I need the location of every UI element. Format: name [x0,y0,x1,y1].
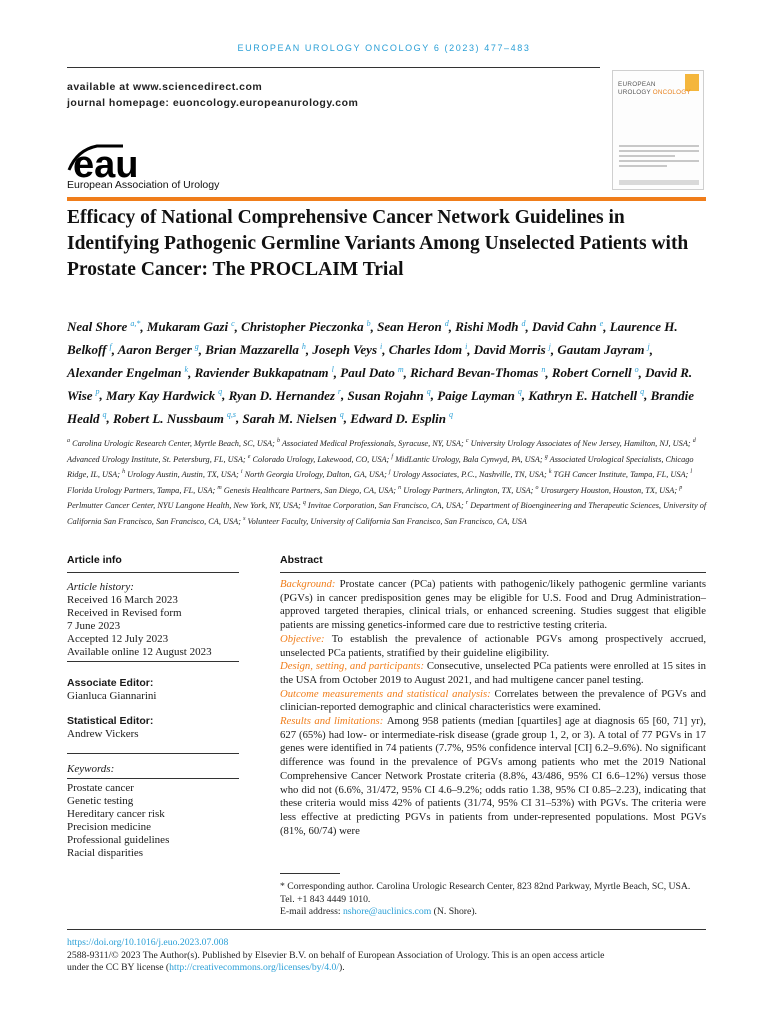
info-divider [67,661,239,662]
history-list [67,594,239,659]
author-name[interactable]: Ryan D. Hernandez $^r$ [228,387,342,403]
author-name[interactable]: Edward D. Esplin $^q$ [350,410,454,426]
copyright-line: 2588-9311/© 2023 The Author(s). Published by Elsevier B.V. on behalf of European Association of Urology. This is an open access article [67,949,605,961]
abstract-section: Outcome measurements and statistical analysis: Correlates between the prevalence of PGVs and clinician-reported demographic and clinical characteristics were examined. [280,687,706,714]
keyword-list [67,782,239,860]
author-name[interactable]: Charles Idom $^i$ [388,341,468,358]
abstract-section: Background: Prostate cancer (PCa) patients with pathogenic/likely pathogenic germline variants (PGVs) in cancer predisposition genes may be eligible for U.S. Food and Drug Administration–approved targeted therapies, clinical trials, or enhanced screening. Studies suggest that eligible patients are missing genetics-informed care due to restrictive testing criteria. [280,578,707,632]
assoc-editor-label: Associate Editor: [67,677,154,689]
affiliation-marker: j [388,469,391,476]
article-info [67,581,239,860]
author-name[interactable]: Mukaram Gazi $^c$ [146,319,235,335]
abstract-section-label: Background: [280,578,340,590]
affiliation-text: Urology Austin, Austin, TX, USA; [125,469,241,479]
eau-wordmark: eau [73,144,139,186]
affiliation-marker: f [391,453,394,460]
affiliation-text: Associated Urological Specialists, Chicago Ridge, IL, USA; [67,454,694,479]
author-name[interactable]: Kathryn E. Hatchell $^q$ [528,387,645,403]
keyword[interactable]: Prostate cancer [67,782,134,794]
correspondence-note [280,881,706,919]
footnote-rule [280,873,340,874]
author-name[interactable]: Christopher Pieczonka $^b$ [241,319,371,335]
abstract-section: Design, setting, and participants: Consecutive, unselected PCa patients were enrolled at 15 sites in the USA from October 2019 to August 2021, and had multigene cancer panel testing. [280,660,706,686]
affiliation-marker: d [692,438,696,444]
info-divider-2 [67,753,239,754]
license-line: under the CC BY license (http://creativecommons.org/licenses/by/4.0/). [67,962,345,974]
abstract-section: Results and limitations: Among 958 patients (median [quartiles] age at diagnosis 65 [60, 71] yr), 627 (65%) had low- or intermediate-risk disease (grade group 1, 2, or 3). A total of 77 PGVs in 17 genes were identified in 74 patients (7.7%, 95% confidence interval [CI] 6.2–9.6%). No significant difference was found in the prevalence of PGVs among patients who met the 2019 National Comprehensive Cancer Network Prostate criteria (8.8%, 43/486, 95% CI 6.6–12%) versus those who did not (6.6%, 31/472, 95% CI 4.6–9.2%; odds ratio 1.38, 95% CI 0.85–2.23), indicating that these criteria would miss 42% of patients (31/74, 95% CI 31–53%) with PGVs. The criteria were less effective at predicting PGVs in patients from under-represented populations. Most PGVs (81%, 60/74) were [280,715,706,837]
article-info-heading: Article info [67,554,122,566]
correspondence-text: * Corresponding author. Carolina Urologic Research Center, 823 82nd Parkway, Myrtle Beach, SC, USA. Tel. +1 843 4449 1010. [280,881,691,905]
history-item: 7 June 2023 [67,620,121,632]
journal-homepage-line: journal homepage: euoncology.europeanurology.com [67,97,359,109]
affiliation-text: Perlmutter Cancer Center, NYU Langone Health, New York, NY, USA; [67,501,303,511]
cover-title-line2: UROLOGY ONCOLOGY [618,89,691,96]
author-name[interactable]: Susan Rojahn $^q$ [347,387,431,403]
affiliation-marker: q [302,500,306,507]
footer-rule [67,929,706,930]
affiliation-text: Colorado Urology, Lakewood, CO, USA; [250,454,392,464]
keyword[interactable]: Professional guidelines [67,834,170,846]
author-name[interactable]: Paige Layman $^q$ [437,387,522,403]
author-name[interactable]: Neal Shore $^{a,*}$ [67,319,141,335]
affiliation-marker: c [465,438,469,444]
history-item: Available online 12 August 2023 [67,646,212,658]
author-name[interactable]: Paul Dato $^m$ [340,364,404,380]
stat-editor-label: Statistical Editor: [67,715,154,727]
history-label: Article history: [67,581,134,593]
affiliation-text: Associated Medical Professionals, Syracuse, NY, USA; [279,438,466,448]
top-divider [67,67,600,68]
keyword[interactable]: Racial disparities [67,847,144,859]
affiliation-text: Urology Associates, P.C., Nashville, TN, USA; [390,469,549,479]
article-footer [67,937,667,975]
affiliation-text: University Urology Associates of New Jersey, Hamilton, NJ, USA; [468,438,693,448]
author-name[interactable]: Brian Mazzarella $^h$ [205,341,306,358]
affiliation-marker: g [544,453,548,460]
affiliation-text: Department of Bioengineering and Therapeutic Sciences, University of California San Francisco, San Francisco, CA, USA; [67,501,707,526]
article-title: Efficacy of National Comprehensive Cancer Network Guidelines in Identifying Pathogenic Germline Variants Among Unselected Patients with Prostate Cancer: The PROCLAIM Trial [67,207,689,280]
author-name[interactable]: David Morris $^j$ [473,341,551,358]
affiliation-marker: l [690,469,693,476]
affiliation-text: Carolina Urologic Research Center, Myrtle Beach, SC, USA; [70,438,277,448]
keywords-label: Keywords: [67,763,115,775]
abstract-section: Objective: To establish the prevalence of actionable PGVs among prospectively accrued, unselected PCa patients, stratified by their guideline eligibility. [280,632,706,659]
abstract-section-label: Design, setting, and participants: [280,660,427,673]
history-item: Received 16 March 2023 [67,594,178,606]
keyword[interactable]: Genetic testing [67,795,134,807]
affiliations [67,435,707,528]
affiliation-text: Advanced Urology Institute, St. Petersburg, FL, USA; [67,454,248,464]
abstract-section-label: Results and limitations: [280,715,387,728]
affiliation-text: MidLantic Urology, Bala Cynwyd, PA, USA; [393,454,545,464]
author-name[interactable]: Mary Kay Hardwick $^q$ [106,387,223,403]
affiliation-marker: i [240,469,243,476]
journal-cover[interactable] [612,70,704,190]
author-name[interactable]: Joseph Veys $^i$ [312,341,383,358]
author-name[interactable]: David R. Wise $^p$ [67,364,693,403]
author-name[interactable]: Gautam Jayram $^j$ [557,341,650,358]
keyword[interactable]: Hereditary cancer risk [67,808,165,820]
author-name[interactable]: Brandie Heald $^q$ [67,387,694,426]
author-name[interactable]: Richard Bevan-Thomas $^n$ [410,364,546,380]
author-name[interactable]: David Cahn $^e$ [531,319,604,335]
history-item: Accepted 12 July 2023 [67,633,169,645]
affiliation-marker: b [276,438,280,444]
affiliation-marker: a [67,438,70,444]
eau-tagline: European Association of Urology [67,179,220,191]
author-name[interactable]: Rishi Modh $^d$ [455,319,526,335]
cover-footer [619,180,699,185]
author-name[interactable]: Alexander Engelman $^k$ [67,364,189,380]
email-line: E-mail address: nshore@auclinics.com (N. Shore). [280,906,477,918]
abstract-rule [280,572,706,573]
assoc-editor: Gianluca Giannarini [67,690,157,702]
affiliation-marker: k [548,469,552,476]
author-name[interactable]: Robert L. Nussbaum $^{q,s}$ [113,410,237,426]
affiliation-text: Invitae Corporation, San Francisco, CA, USA; [305,501,466,511]
author-name[interactable]: Sarah M. Nielsen $^q$ [242,410,344,426]
affiliation-marker: h [122,469,126,476]
affiliation-marker: m [217,484,222,491]
article-info-rule [67,572,239,573]
abstract-heading: Abstract [280,554,323,566]
affiliation-marker: r [465,500,469,507]
author-name[interactable]: Aaron Berger $^g$ [117,341,199,358]
stat-editor: Andrew Vickers [67,728,139,740]
affiliation-text: TGH Cancer Institute, Tampa, FL, USA; [551,469,691,479]
author-name[interactable]: Raviender Bukkapatnam $^l$ [194,364,334,380]
history-item: Received in Revised form [67,607,182,619]
cover-title-line1: EUROPEAN [618,81,656,88]
affiliation-text: Urology Partners, Arlington, TX, USA; [401,485,536,495]
running-head: EUROPEAN UROLOGY ONCOLOGY 6 (2023) 477–483 [237,43,531,53]
doi-link[interactable]: https://doi.org/10.1016/j.euo.2023.07.008 [67,937,229,948]
affiliation-text: Volunteer Faculty, University of California San Francisco, San Francisco, CA, USA [245,516,527,526]
affiliation-marker: n [398,484,402,491]
cover-figure [619,102,683,140]
title-rule [67,197,706,201]
affiliation-text: North Georgia Urology, Dalton, GA, USA; [242,469,389,479]
affiliation-marker: e [247,453,251,460]
abstract-section-label: Objective: [280,632,332,645]
keyword[interactable]: Precision medicine [67,821,152,833]
available-at-line: available at www.sciencedirect.com [67,81,263,93]
author-name[interactable]: Sean Heron $^d$ [377,319,449,335]
affiliation-marker: p [679,484,683,491]
abstract-body [280,578,706,838]
affiliation-text: Florida Urology Partners, Tampa, FL, USA; [67,485,218,495]
author-name[interactable]: Robert Cornell $^o$ [551,364,639,380]
license-link[interactable]: http://creativecommons.org/licenses/by/4.0/ [169,962,340,974]
keywords-divider [67,778,239,779]
cover-text-lines [619,145,699,170]
affiliation-text: Genesis Healthcare Partners, San Diego, CA, USA; [221,485,399,495]
author-list: Neal Shore $^{a,*}$, Mukaram Gazi $^c$, Christopher Pieczonka $^b$, Sean Heron $^d$, Rishi Modh $^d$, David Cahn $^e$, Laurence H. Belkoff $^f$, Aaron Berger $^g$, Brian Mazzarella $^h$, Joseph Veys $^i$, Charles Idom $^i$, David Morris $^j$, Gautam Jayram $^j$, Alexander Engelman $^k$, Raviender Bukkapatnam $^l$, Paul Dato $^m$, Richard Bevan-Thomas $^n$, Robert Cornell $^o$, David R. Wise $^p$, Mary Kay Hardwick $^q$, Ryan D. Hernandez $^r$, Susan Rojahn $^q$, Paige Layman $^q$, Kathryn E. Hatchell $^q$, Brandie Heald $^q$, Robert L. Nussbaum $^{q,s}$, Sarah M. Nielsen $^q$, Edward D. Esplin $^q$ [67,319,694,426]
author-email-link[interactable]: nshore@auclinics.com [342,906,432,918]
affiliation-text: Urosurgery Houston, Houston, TX, USA; [538,485,680,495]
author-name[interactable]: Laurence H. Belkoff $^f$ [67,319,678,358]
affiliation-marker: o [535,484,539,491]
abstract-section-label: Outcome measurements and statistical analysis: [280,687,495,700]
affiliation-marker: s [243,515,246,522]
